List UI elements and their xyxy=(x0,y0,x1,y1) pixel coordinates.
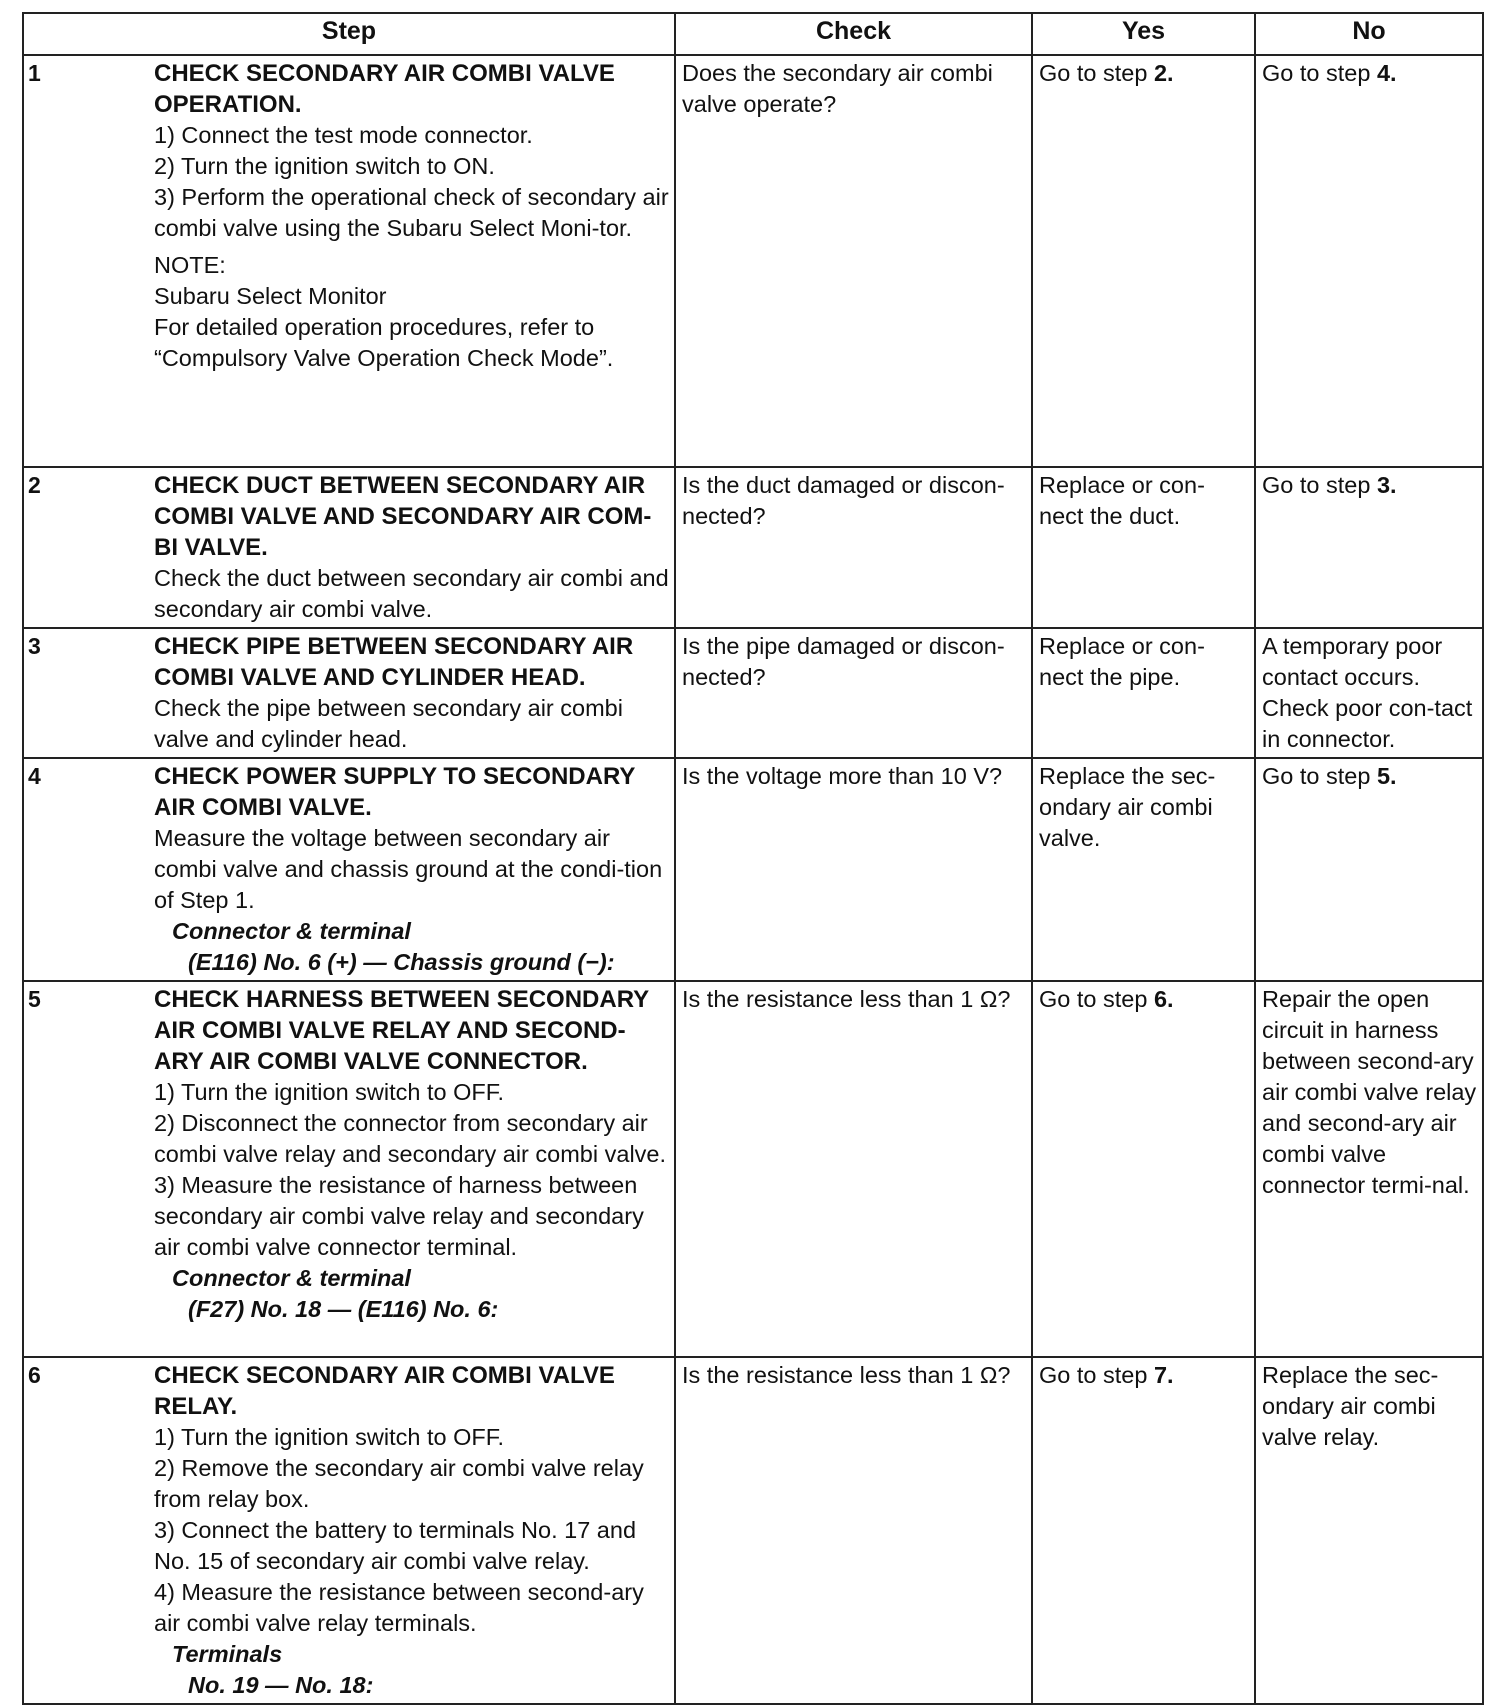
step-line: 2) Turn the ignition switch to ON. xyxy=(154,153,495,179)
table-row xyxy=(23,758,1483,981)
step-line: Check the duct between secondary air combi and secondary air combi valve. xyxy=(154,565,669,622)
yes-cell: Replace or con-nect the duct. xyxy=(1032,467,1255,628)
step-heading: CHECK SECONDARY AIR COMBI VALVE OPERATION. xyxy=(154,60,615,118)
check-cell: Does the secondary air combi valve operate? xyxy=(675,55,1032,467)
table-row xyxy=(23,55,1483,467)
no-cell: A temporary poor contact occurs. Check poor con-tact in connector. xyxy=(1255,628,1483,758)
spec-value: (F27) No. 18 — (E116) No. 6: xyxy=(188,1296,499,1322)
step-line: 2) Disconnect the connector from secondary air combi valve relay and secondary air combi valve. xyxy=(154,1110,667,1167)
step-number: 6 xyxy=(28,1362,41,1388)
no-cell: Replace the sec-ondary air combi valve relay. xyxy=(1255,1357,1483,1704)
step-heading: CHECK POWER SUPPLY TO SECONDARY AIR COMBI VALVE. xyxy=(154,763,635,821)
check-cell: Is the duct damaged or discon-nected? xyxy=(675,467,1032,628)
no-cell xyxy=(1255,467,1483,628)
step-line: 3) Connect the battery to terminals No. 17 and No. 15 of secondary air combi valve relay. xyxy=(154,1517,637,1574)
step-cell xyxy=(23,55,675,467)
step-number: 4 xyxy=(28,763,41,789)
yes-text: Go to step xyxy=(1039,986,1154,1012)
header-no: No xyxy=(1255,13,1483,55)
step-number: 3 xyxy=(28,633,41,659)
yes-cell xyxy=(1032,1357,1255,1704)
yes-cell xyxy=(1032,55,1255,467)
note-line: Subaru Select Monitor xyxy=(154,283,387,309)
table-row xyxy=(23,1357,1483,1704)
spec-label: Connector & terminal xyxy=(172,1265,411,1291)
step-number: 1 xyxy=(28,60,41,86)
spec-label: Terminals xyxy=(172,1641,283,1667)
header-check: Check xyxy=(675,13,1032,55)
step-cell xyxy=(23,981,675,1357)
table-row xyxy=(23,981,1483,1357)
yes-cell: Replace the sec-ondary air combi valve. xyxy=(1032,758,1255,981)
header-row xyxy=(23,13,1483,55)
step-line: Check the pipe between secondary air combi valve and cylinder head. xyxy=(154,695,623,752)
diagnostic-table xyxy=(22,12,1484,1705)
note-label: NOTE: xyxy=(154,252,226,278)
step-line: 3) Measure the resistance of harness between secondary air combi valve relay and secondary air combi valve connector terminal. xyxy=(154,1172,644,1260)
step-line: 1) Turn the ignition switch to OFF. xyxy=(154,1424,505,1450)
check-cell: Is the voltage more than 10 V? xyxy=(675,758,1032,981)
table-row xyxy=(23,467,1483,628)
step-line: 2) Remove the secondary air combi valve relay from relay box. xyxy=(154,1455,644,1512)
step-heading: CHECK DUCT BETWEEN SECONDARY AIR COMBI VALVE AND SECONDARY AIR COM-BI VALVE. xyxy=(154,472,652,561)
step-cell xyxy=(23,467,675,628)
step-heading: CHECK SECONDARY AIR COMBI VALVE RELAY. xyxy=(154,1362,615,1420)
yes-cell: Replace or con-nect the pipe. xyxy=(1032,628,1255,758)
no-text: Go to step xyxy=(1262,472,1377,498)
step-cell xyxy=(23,758,675,981)
step-heading: CHECK PIPE BETWEEN SECONDARY AIR COMBI VALVE AND CYLINDER HEAD. xyxy=(154,633,634,691)
step-number: 5 xyxy=(28,986,41,1012)
step-heading: CHECK HARNESS BETWEEN SECONDARY AIR COMBI VALVE RELAY AND SECOND-ARY AIR COMBI VALVE CONNECTOR. xyxy=(154,986,649,1075)
step-line: 4) Measure the resistance between second-ary air combi valve relay terminals. xyxy=(154,1579,644,1636)
yes-step: 2. xyxy=(1153,60,1174,86)
step-line: Measure the voltage between secondary air combi valve and chassis ground at the condi-tion of Step 1. xyxy=(154,825,663,913)
no-cell xyxy=(1255,758,1483,981)
spec-value: No. 19 — No. 18: xyxy=(188,1672,374,1698)
yes-step: 6. xyxy=(1153,986,1174,1012)
header-step: Step xyxy=(23,13,675,55)
yes-text: Go to step xyxy=(1039,1362,1154,1388)
no-step: 5. xyxy=(1376,763,1397,789)
yes-step: 7. xyxy=(1153,1362,1174,1388)
no-step: 3. xyxy=(1376,472,1397,498)
step-cell xyxy=(23,628,675,758)
table-row xyxy=(23,628,1483,758)
no-cell xyxy=(1255,55,1483,467)
check-cell: Is the resistance less than 1 Ω? xyxy=(675,1357,1032,1704)
step-cell xyxy=(23,1357,675,1704)
step-line: 1) Connect the test mode connector. xyxy=(154,122,533,148)
no-text: Go to step xyxy=(1262,763,1377,789)
no-cell: Repair the open circuit in harness between second-ary air combi valve relay and second-ary air combi valve connector termi-nal. xyxy=(1255,981,1483,1357)
no-text: Go to step xyxy=(1262,60,1377,86)
yes-cell xyxy=(1032,981,1255,1357)
spec-label: Connector & terminal xyxy=(172,918,411,944)
check-cell: Is the pipe damaged or discon-nected? xyxy=(675,628,1032,758)
step-line: 3) Perform the operational check of secondary air combi valve using the Subaru Select Moni-tor. xyxy=(154,184,669,241)
step-line: 1) Turn the ignition switch to OFF. xyxy=(154,1079,505,1105)
spec-value: (E116) No. 6 (+) — Chassis ground (−): xyxy=(188,949,615,975)
check-cell: Is the resistance less than 1 Ω? xyxy=(675,981,1032,1357)
note-line: For detailed operation procedures, refer to “Compulsory Valve Operation Check Mode”. xyxy=(154,314,614,371)
step-number: 2 xyxy=(28,472,41,498)
yes-text: Go to step xyxy=(1039,60,1154,86)
header-yes: Yes xyxy=(1032,13,1255,55)
no-step: 4. xyxy=(1376,60,1397,86)
